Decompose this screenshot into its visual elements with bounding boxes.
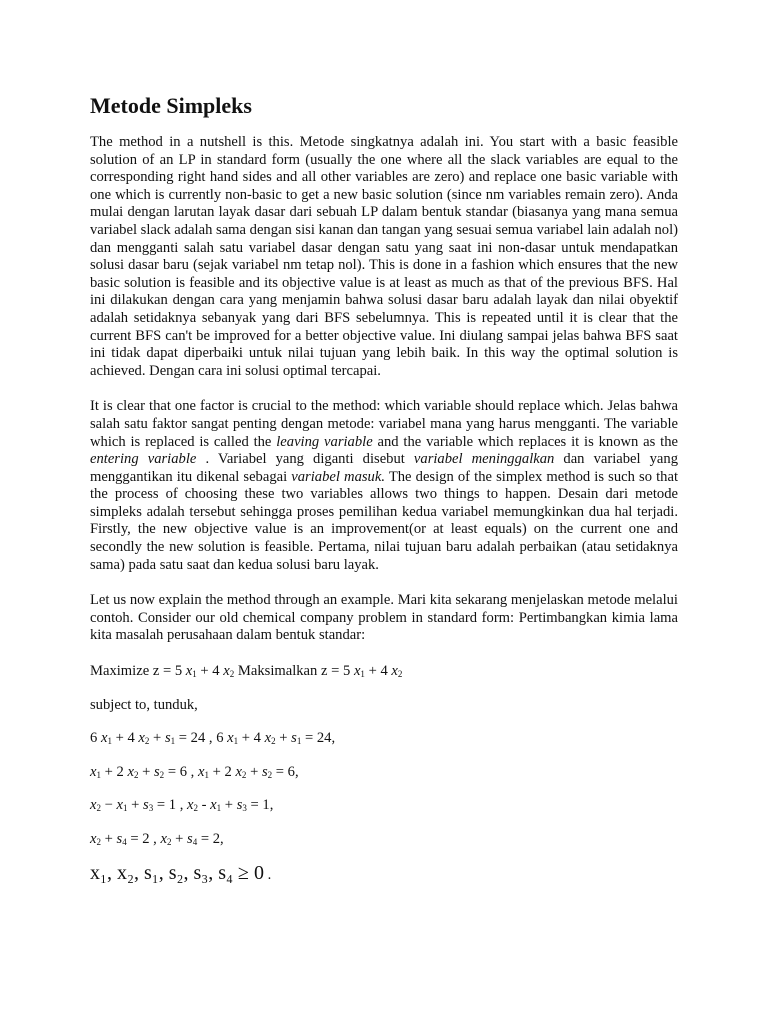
text-span: dan variabel yang menggantikan itu dikenal sebagai [90,451,679,485]
text-span: and the variable which replaces it is known as the [372,433,678,450]
rhs: = 2 , [130,831,157,847]
page-title: Metode Simpleks [90,93,252,118]
rhs: = 6 , [167,763,195,780]
rhs: = 1 , [156,797,184,814]
objective-line: Maximize z = 5 $x_1 + 4$ $x_2$ Maksimalkan z = 5 $x_1 + 4$ $x_2$ [90,663,403,680]
text-span: It is clear that one factor is crucial to the method: which variable should replace which. Jelas bahwa salah satu faktor sangat penting dengan metode: variabel mana yang harus mengganti. The variable which is replaced is called the [90,398,678,450]
constraint-4: $x_2 + s_4 = 2$ , $x_2 + s_4 = 2$, [90,831,224,847]
nonneg-math: x₁, x₂, s₁, s₂, s₃, s₄ ≥ 0 [90,861,264,884]
paragraph-variables [90,398,678,574]
document-page [90,92,678,900]
term-leaving-variable: leaving variable [276,433,373,450]
constraint-3: $x_2 - x_1 + s_3 = 1$ , $x_2 - x_1 + s_3 = 1$, [90,797,274,814]
paragraph-intro: The method in a nutshell is this. Metode singkatnya adalah ini. You start with a basic feasible solution of an LP in standard form (usually the one where all the slack variables are equal to the corresponding right hand sides and all other variables are zero) and replace one basic variable with one which is currently non-basic to get a new basic solution (since nm variables remain zero). Anda mulai dengan larutan layak dasar dari sebuah LP dalam bentuk standar (biasanya yang mana semua variabel slack adalah sama dengan sisi kanan dan tangan yang sesuai semua variabel lain adalah nol) dan mengganti salah satu variabel dasar dengan satu yang saat ini non-dasar untuk mendapatkan solusi dasar baru (sejak variabel nm tetap nol). This is done in a fashion which ensures that the new basic solution is feasible and its objective value is at least as much as that of the previous BFS. Hal ini dilakukan dengan cara yang menjamin bahwa solusi dasar baru adalah layak dan nilai obyektif adalah setidaknya sebanyak yang dari BFS sebelumnya. This is repeated until it is clear that the current BFS can't be improved for a better objective value. Ini diulang sampai jelas bahwa BFS saat ini tidak dapat diperbaiki untuk nilai tujuan yang lebih baik. In this way the optimal solution is achieved. Dengan cara ini solusi optimal tercapai. [90,134,678,379]
subject-to-line: subject to, tunduk, [90,696,198,713]
term-variabel-meninggalkan: variabel meninggalkan [413,451,555,468]
text-span: . Variabel yang diganti disebut [196,451,414,468]
term-entering-variable: entering variable [90,451,197,468]
constraint-2: $x_1 + 2$ $x_2 + s_2 = 6$ , $x_1 + 2$ $x_2 + s_2 = 6$, [90,763,299,780]
rhs: = 2, [200,831,224,847]
rhs: = 1, [250,797,274,814]
nonneg-tail: . [267,866,272,883]
rhs: = 6, [275,763,299,780]
rhs: = 24, [304,730,336,747]
text-span: The design of the simplex method is such so that the process of choosing these two variables allows two things to happen. Desain dari metode simpleks adalah tersebut sehingga proses pemilihan kedua variabel memungkinkan dua hal terjadi. Firstly, the new objective value is an improvement(or at least equals) on the current one and secondly the new solution is feasible. Pertama, nilai tujuan baru adalah perbaikan (atau setidaknya sama) pada satu saat dan kedua solusi baru layak. [90,468,679,573]
constraint-1: 6 $x_1 + 4$ $x_2 + s_1 = 24$ , 6 $x_1 + 4$ $x_2 + s_1 = 24$, [90,730,336,747]
nonnegativity-constraint [90,861,678,885]
maximize-label: Maximize z = 5 [90,663,183,680]
term-variabel-masuk: variabel masuk. [291,468,385,485]
rhs: = 24 , [178,730,213,747]
paragraph-example: Let us now explain the method through an example. Mari kita sekarang menjelaskan metode melalui contoh. Consider our old chemical company problem in standard form: Pertimbangkan kimia lama kita masalah perusahaan dalam bentuk standar: [90,592,678,644]
maksimalkan-label: Maksimalkan z = 5 [237,663,351,680]
